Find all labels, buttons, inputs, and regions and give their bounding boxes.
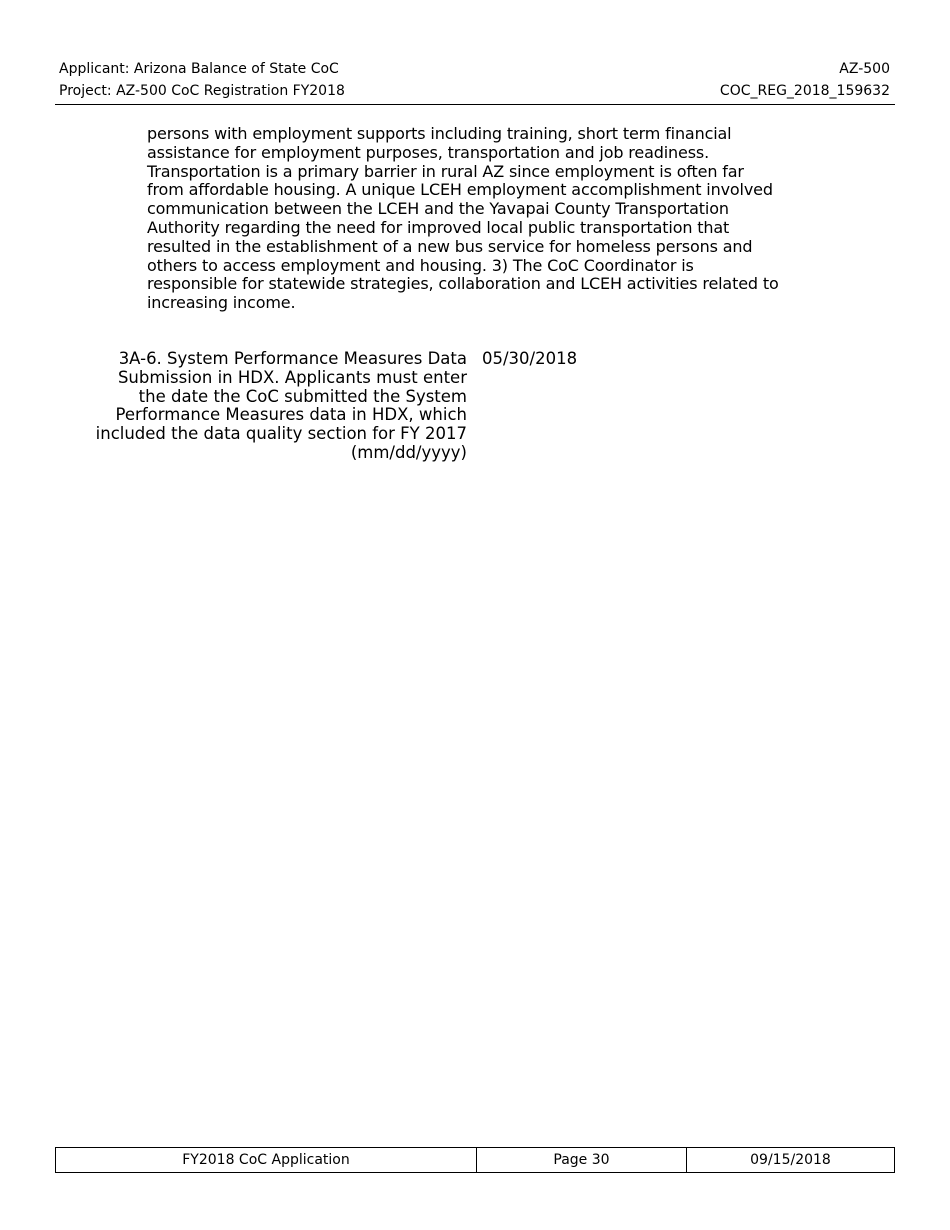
narrative-line: resulted in the establishment of a new bus service for homeless persons and bbox=[147, 236, 753, 256]
project-name: Project: AZ-500 CoC Registration FY2018 bbox=[59, 83, 345, 99]
question-line: 3A-6. System Performance Measures Data bbox=[118, 349, 467, 368]
header-left bbox=[59, 58, 345, 102]
question-line: (mm/dd/yyyy) bbox=[350, 442, 467, 462]
footer-application-name: FY2018 CoC Application bbox=[56, 1148, 477, 1173]
narrative-line: communication between the LCEH and the Yavapai County Transportation bbox=[147, 199, 729, 219]
question-line: Performance Measures data in HDX, which bbox=[115, 405, 467, 425]
question-line: Submission in HDX. Applicants must enter bbox=[117, 367, 467, 387]
page-footer bbox=[55, 1147, 895, 1173]
narrative-line: assistance for employment purposes, transportation and job readiness. bbox=[147, 142, 710, 162]
coc-number: AZ-500 bbox=[839, 61, 890, 77]
narrative-line: responsible for statewide strategies, collaboration and LCEH activities related to bbox=[147, 274, 779, 294]
narrative-line: Authority regarding the need for improved local public transportation that bbox=[147, 217, 730, 237]
narrative-line: increasing income. bbox=[147, 293, 296, 313]
applicant-name: Applicant: Arizona Balance of State CoC bbox=[59, 61, 339, 77]
page-header bbox=[55, 58, 895, 105]
narrative-response bbox=[147, 125, 847, 313]
narrative-line: Transportation is a primary barrier in rural AZ since employment is often far bbox=[147, 161, 744, 181]
header-right bbox=[720, 58, 890, 102]
question-line: included the data quality section for FY 2017 bbox=[95, 424, 467, 444]
narrative-line: others to access employment and housing. 3) The CoC Coordinator is bbox=[147, 255, 694, 275]
registration-id: COC_REG_2018_159632 bbox=[719, 83, 890, 99]
narrative-line: from affordable housing. A unique LCEH employment accomplishment involved bbox=[147, 180, 773, 200]
footer-page-number: Page 30 bbox=[477, 1148, 687, 1173]
footer-date: 09/15/2018 bbox=[687, 1148, 895, 1173]
narrative-line: persons with employment supports including training, short term financial bbox=[147, 124, 732, 143]
question-3a-6 bbox=[55, 350, 467, 463]
submission-date-answer: 05/30/2018 bbox=[482, 349, 578, 368]
footer-row bbox=[56, 1148, 895, 1173]
question-line: the date the CoC submitted the System bbox=[138, 386, 467, 406]
